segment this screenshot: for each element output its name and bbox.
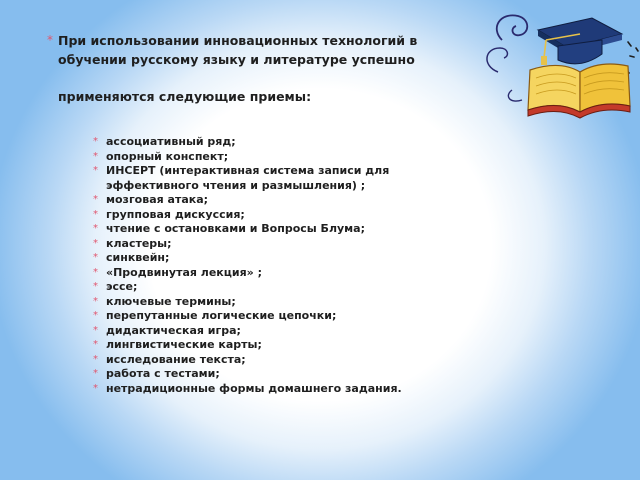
list-item [84, 338, 464, 353]
bullet-icon: * [93, 165, 98, 176]
list-item [84, 135, 464, 150]
heading-text-1: При использовании инновационных технологий в [58, 33, 418, 48]
list-item [84, 208, 464, 223]
list-item-text: ИНСЕРТ (интерактивная система записи для [106, 164, 390, 177]
list-item [84, 280, 464, 295]
bullet-icon: * [93, 324, 98, 336]
heading-text-2: обучении русскому языку и литературе успешно [58, 52, 415, 67]
list-item [84, 295, 464, 310]
list-item [84, 164, 464, 193]
list-item-text: лингвистические карты; [106, 338, 262, 351]
bullet-icon: * [93, 136, 98, 147]
bullet-icon: * [93, 353, 98, 365]
list-item-text: исследование текста; [106, 352, 246, 366]
techniques-list [84, 135, 464, 396]
list-item-text: чтение с остановками и Вопросы Блума; [106, 222, 365, 235]
list-item-text: мозговая атака; [106, 193, 209, 206]
bullet-icon: * [93, 266, 98, 278]
list-item [84, 353, 464, 368]
list-item-text: групповая дискуссия; [106, 207, 245, 221]
graduation-cap-book-icon [480, 0, 640, 120]
bullet-icon: * [93, 237, 98, 249]
list-item-text-continuation: эффективного чтения и размышления) ; [106, 178, 366, 192]
bullet-icon: * [93, 194, 98, 205]
list-item [84, 382, 464, 397]
heading-line [47, 31, 508, 50]
list-item-text: работа с тестами; [106, 367, 220, 380]
bullet-icon: * [93, 252, 98, 263]
list-item-text: синквейн; [106, 251, 170, 264]
bullet-icon: * [93, 382, 98, 394]
list-item [84, 193, 464, 208]
list-item [84, 222, 464, 237]
list-item-text: нетрадиционные формы домашнего задания. [106, 381, 402, 395]
bullet-icon: * [93, 295, 98, 307]
list-item-text: «Продвинутая лекция» ; [106, 265, 262, 279]
list-item-text-multiline [106, 164, 464, 193]
bullet-icon: * [93, 310, 98, 321]
list-item [84, 251, 464, 266]
list-item-text: ассоциативный ряд; [106, 135, 236, 148]
heading-text-3: применяются следующие приемы: [58, 89, 312, 104]
list-item [84, 150, 464, 165]
heading-bullet-icon: * [47, 33, 53, 47]
list-item-text: эссе; [106, 280, 138, 293]
list-item-text: ключевые термины; [106, 294, 236, 308]
bullet-icon: * [93, 281, 98, 292]
bullet-icon: * [93, 223, 98, 234]
bullet-icon: * [93, 339, 98, 350]
list-item [84, 367, 464, 382]
list-item [84, 324, 464, 339]
list-item [84, 309, 464, 324]
bullet-icon: * [93, 368, 98, 379]
list-item [84, 237, 464, 252]
bullet-icon: * [93, 208, 98, 220]
list-item-text: опорный конспект; [106, 149, 229, 163]
list-item-text: кластеры; [106, 236, 172, 250]
bullet-icon: * [93, 150, 98, 162]
list-item-text: перепутанные логические цепочки; [106, 309, 337, 322]
slide-heading [47, 31, 508, 106]
list-item [84, 266, 464, 281]
list-item-text: дидактическая игра; [106, 323, 241, 337]
